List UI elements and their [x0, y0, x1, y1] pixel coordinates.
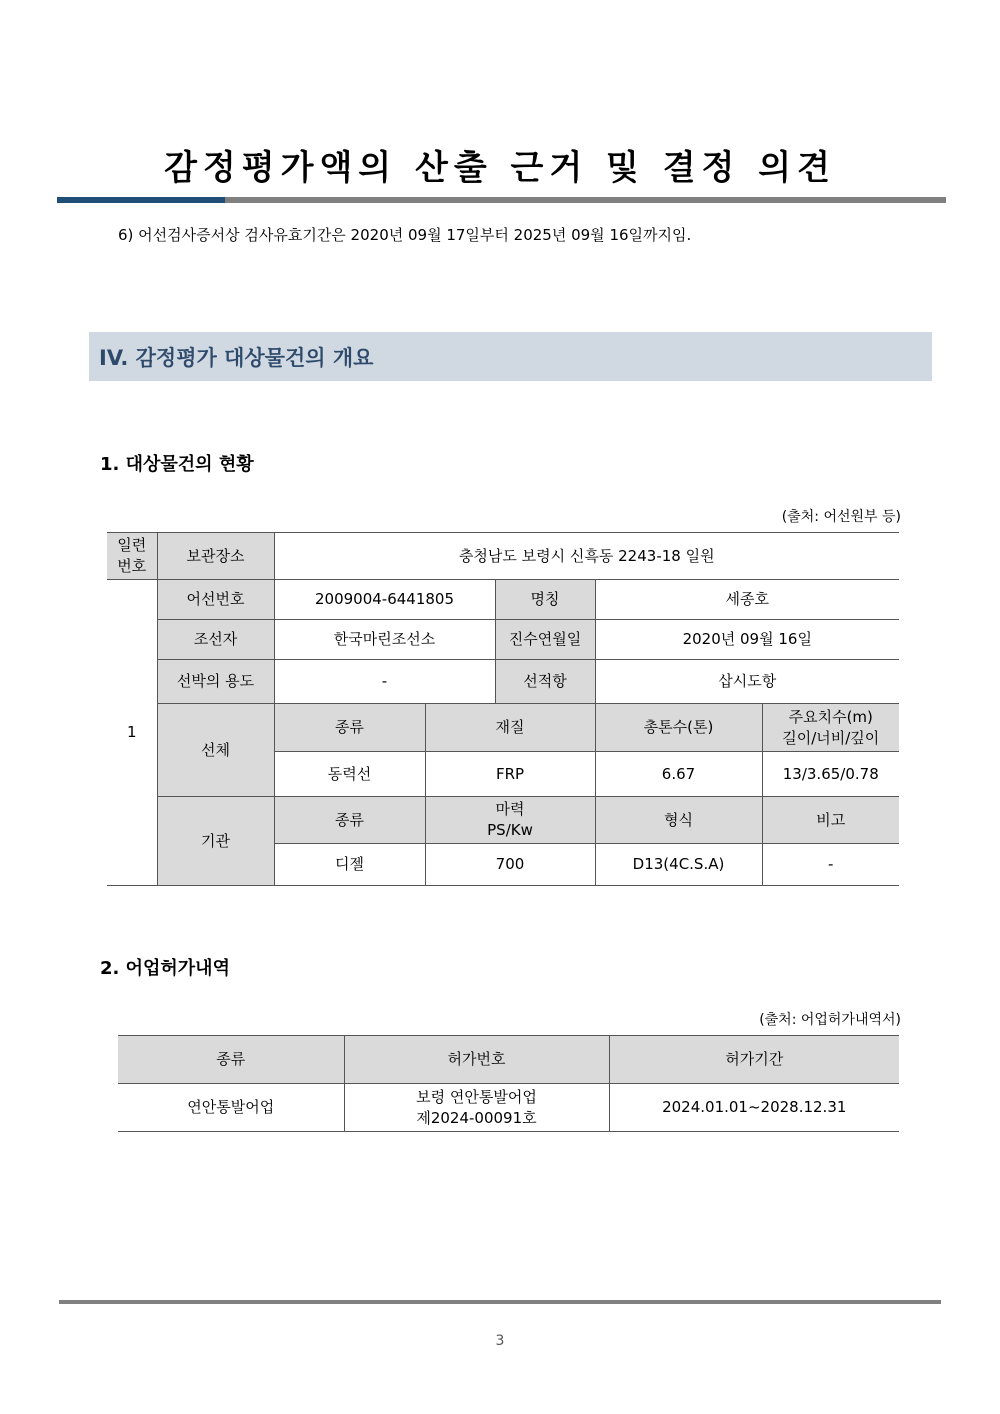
vessel-number-label: 어선번호 [157, 580, 274, 620]
license-header-type: 종류 [118, 1036, 344, 1084]
launch-date-label: 진수연월일 [495, 620, 595, 660]
engine-label: 기관 [157, 797, 274, 886]
hull-label: 선체 [157, 704, 274, 797]
hull-type-value: 동력선 [274, 752, 425, 797]
license-number-value: 보령 연안통발어업 제2024-00091호 [344, 1084, 609, 1132]
subsection-heading-license: 2. 어업허가내역 [100, 958, 230, 979]
hull-header-dimensions: 주요치수(m) 길이/너비/깊이 [762, 704, 899, 752]
vessel-use-value: - [274, 660, 495, 704]
hull-material-value: FRP [425, 752, 595, 797]
engine-remarks-value: - [762, 844, 899, 886]
engine-type-value: 디젤 [274, 844, 425, 886]
hull-dimensions-value: 13/3.65/0.78 [762, 752, 899, 797]
engine-model-value: D13(4C.S.A) [595, 844, 762, 886]
hull-header-material: 재질 [425, 704, 595, 752]
license-header-period: 허가기간 [609, 1036, 899, 1084]
builder-label: 조선자 [157, 620, 274, 660]
fishing-license-table [118, 1035, 899, 1132]
page-title: 감정평가액의 산출 근거 및 결정 의견 [164, 148, 836, 188]
validity-note: 6) 어선검사증서상 검사유효기간은 2020년 09월 17일부터 2025년 09월 16일까지임. [118, 226, 692, 244]
page-number: 3 [495, 1333, 505, 1349]
subsection-heading-status: 1. 대상물건의 현황 [100, 454, 254, 475]
storage-header: 보관장소 [157, 533, 274, 580]
home-port-value: 삽시도항 [595, 660, 899, 704]
engine-header-power: 마력 PS/Kw [425, 797, 595, 844]
license-header-number: 허가번호 [344, 1036, 609, 1084]
vessel-use-label: 선박의 용도 [157, 660, 274, 704]
serial-value: 1 [107, 580, 157, 886]
builder-value: 한국마린조선소 [274, 620, 495, 660]
source-note-1: (출처: 어선원부 등) [781, 509, 901, 525]
title-underline [57, 197, 946, 203]
hull-header-type: 종류 [274, 704, 425, 752]
license-type-value: 연안통발어업 [118, 1084, 344, 1132]
vessel-status-table [107, 532, 899, 886]
vessel-name-label: 명칭 [495, 580, 595, 620]
footer-divider [59, 1300, 941, 1304]
serial-header: 일련 번호 [107, 533, 157, 580]
engine-header-remarks: 비고 [762, 797, 899, 844]
engine-header-type: 종류 [274, 797, 425, 844]
engine-header-model: 형식 [595, 797, 762, 844]
license-period-value: 2024.01.01~2028.12.31 [609, 1084, 899, 1132]
section-title: IV. 감정평가 대상물건의 개요 [99, 346, 374, 370]
home-port-label: 선적항 [495, 660, 595, 704]
section-header [89, 332, 932, 381]
source-note-2: (출처: 어업허가내역서) [759, 1012, 901, 1028]
vessel-number-value: 2009004-6441805 [274, 580, 495, 620]
engine-power-value: 700 [425, 844, 595, 886]
storage-value: 충청남도 보령시 신흑동 2243-18 일원 [274, 533, 899, 580]
launch-date-value: 2020년 09월 16일 [595, 620, 899, 660]
hull-tonnage-value: 6.67 [595, 752, 762, 797]
vessel-name-value: 세종호 [595, 580, 899, 620]
hull-header-tonnage: 총톤수(톤) [595, 704, 762, 752]
